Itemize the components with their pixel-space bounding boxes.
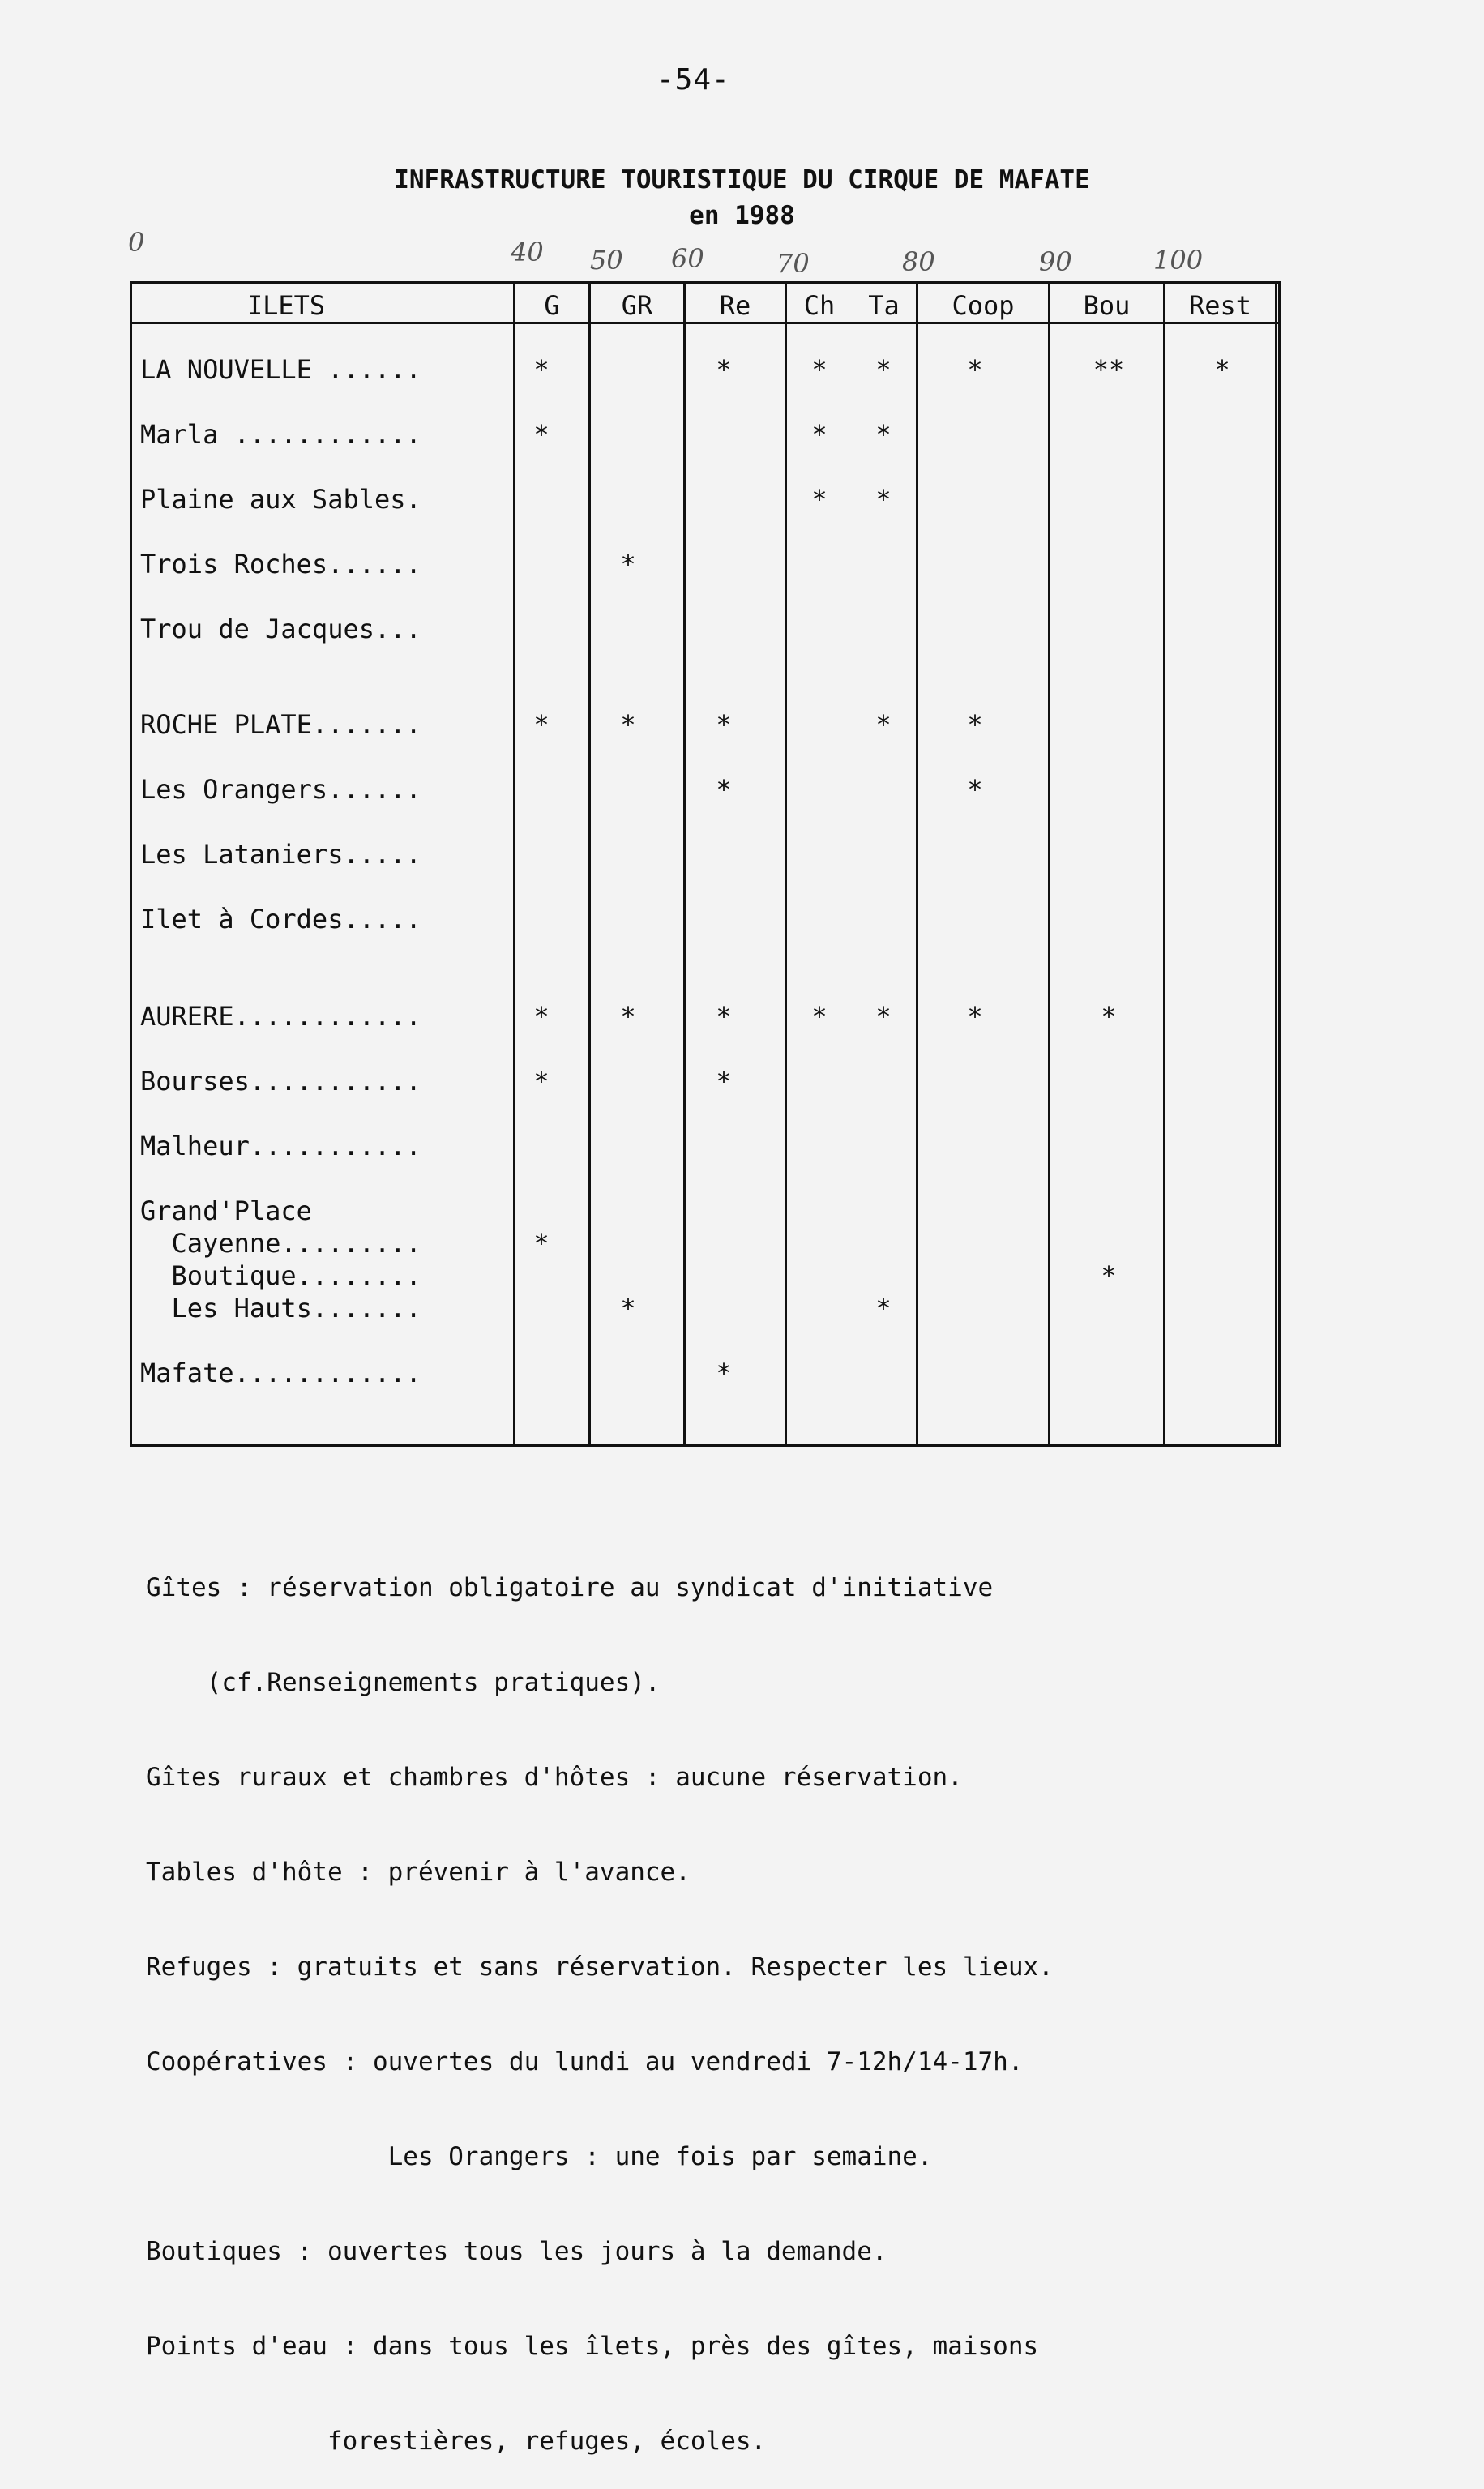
scale-mark: 100: [1153, 245, 1204, 276]
ilet-name: Trois Roches......: [140, 549, 421, 579]
mark-bou: **: [1093, 354, 1125, 385]
ilet-name: ROCHE PLATE.......: [140, 709, 421, 740]
header-ilets: ILETS: [246, 290, 326, 321]
mark-ch: *: [811, 419, 828, 450]
ilet-name: Boutique........: [140, 1260, 421, 1291]
table-row: [132, 774, 1278, 806]
mark-ta: *: [875, 419, 892, 450]
scale-mark: 70: [776, 248, 810, 279]
note-line: (cf.Renseignements pratiques).: [146, 1668, 661, 1697]
table-row: [132, 904, 1278, 936]
mark-gr: *: [620, 709, 636, 740]
table-row: [132, 1195, 1278, 1228]
mark-re: *: [716, 1066, 732, 1097]
scale-mark: 60: [671, 243, 704, 274]
mark-g: *: [533, 1001, 550, 1032]
note-line: Boutiques : ouvertes tous les jours à la demande.: [146, 2237, 887, 2266]
mark-g: *: [533, 709, 550, 740]
ilet-name: Bourses...........: [140, 1066, 421, 1097]
ilet-name: Les Hauts.......: [140, 1293, 421, 1324]
handwritten-scale: [0, 227, 1484, 284]
document-title: INFRASTRUCTURE TOURISTIQUE DU CIRQUE DE MAFATE: [394, 165, 1090, 195]
notes-block: [146, 1509, 1321, 2489]
mark-g: *: [533, 354, 550, 385]
ilet-name: Les Orangers......: [140, 774, 421, 805]
table-row: [132, 1358, 1278, 1390]
mark-re: *: [716, 709, 732, 740]
scale-mark: 50: [590, 245, 623, 276]
mark-re: *: [716, 354, 732, 385]
mark-g: *: [533, 1066, 550, 1097]
header-re: Re: [719, 290, 751, 321]
mark-bou: *: [1101, 1001, 1117, 1032]
mark-re: *: [716, 774, 732, 805]
ilet-name: Grand'Place: [140, 1195, 312, 1226]
table-row: [132, 1066, 1278, 1098]
ilet-name: LA NOUVELLE ......: [140, 354, 421, 385]
table-row: [132, 1260, 1278, 1293]
table-row: [132, 419, 1278, 451]
mark-re: *: [716, 1001, 732, 1032]
mark-coop: *: [967, 354, 983, 385]
mark-gr: *: [620, 549, 636, 579]
note-line: Refuges : gratuits et sans réservation. Respecter les lieux.: [146, 1952, 1054, 1982]
table-row: [132, 1228, 1278, 1260]
mark-ch: *: [811, 354, 828, 385]
ilet-name: AURERE............: [140, 1001, 421, 1032]
note-line: Les Orangers : une fois par semaine.: [146, 2142, 933, 2171]
mark-re: *: [716, 1358, 732, 1388]
document-subtitle: en 1988: [689, 201, 795, 230]
ilet-name: Trou de Jacques...: [140, 614, 421, 644]
scale-mark: 0: [128, 227, 145, 258]
ilet-name: Malheur...........: [140, 1131, 421, 1161]
table-row: [132, 1293, 1278, 1325]
table-row: [132, 354, 1278, 387]
mark-ta: *: [875, 484, 892, 515]
mark-rest: *: [1214, 354, 1230, 385]
note-line: Tables d'hôte : prévenir à l'avance.: [146, 1858, 691, 1887]
mark-gr: *: [620, 1293, 636, 1324]
mark-ch: *: [811, 484, 828, 515]
note-line: forestières, refuges, écoles.: [146, 2427, 767, 2456]
header-gr: GR: [621, 290, 653, 321]
mark-ta: *: [875, 1001, 892, 1032]
page-number: -54-: [656, 63, 730, 96]
scale-mark: 90: [1039, 246, 1072, 277]
table-row: [132, 1001, 1278, 1033]
header-coop: Coop: [952, 290, 1015, 321]
ilet-name: Les Lataniers.....: [140, 839, 421, 870]
mark-g: *: [533, 1228, 550, 1259]
scale-mark: 80: [902, 246, 935, 277]
infrastructure-table: [130, 281, 1281, 1447]
mark-g: *: [533, 419, 550, 450]
header-divider: [132, 322, 1278, 324]
table-row: [132, 549, 1278, 581]
table-row: [132, 614, 1278, 646]
note-line: Gîtes : réservation obligatoire au syndicat d'initiative: [146, 1573, 994, 1602]
mark-coop: *: [967, 709, 983, 740]
mark-ch: *: [811, 1001, 828, 1032]
table-row: [132, 709, 1278, 742]
mark-bou: *: [1101, 1260, 1117, 1291]
note-line: Gîtes ruraux et chambres d'hôtes : aucune réservation.: [146, 1763, 963, 1792]
ilet-name: Mafate............: [140, 1358, 421, 1388]
mark-ta: *: [875, 354, 892, 385]
ilet-name: Marla ............: [140, 419, 421, 450]
header-rest: Rest: [1188, 290, 1252, 321]
table-row: [132, 839, 1278, 871]
mark-ta: *: [875, 709, 892, 740]
header-ta: Ta: [868, 290, 900, 321]
mark-coop: *: [967, 774, 983, 805]
header-g: G: [544, 290, 560, 321]
note-line: Points d'eau : dans tous les îlets, près des gîtes, maisons: [146, 2332, 1039, 2361]
note-line: Coopératives : ouvertes du lundi au vendredi 7-12h/14-17h.: [146, 2047, 1024, 2076]
header-ch: Ch: [803, 290, 836, 321]
mark-gr: *: [620, 1001, 636, 1032]
document-title-block: [0, 162, 1484, 233]
mark-ta: *: [875, 1293, 892, 1324]
header-bou: Bou: [1083, 290, 1131, 321]
mark-coop: *: [967, 1001, 983, 1032]
ilet-name: Cayenne.........: [140, 1228, 421, 1259]
scale-mark: 40: [511, 237, 544, 267]
ilet-name: Plaine aux Sables.: [140, 484, 421, 515]
table-row: [132, 484, 1278, 516]
ilet-name: Ilet à Cordes.....: [140, 904, 421, 934]
table-row: [132, 1131, 1278, 1163]
